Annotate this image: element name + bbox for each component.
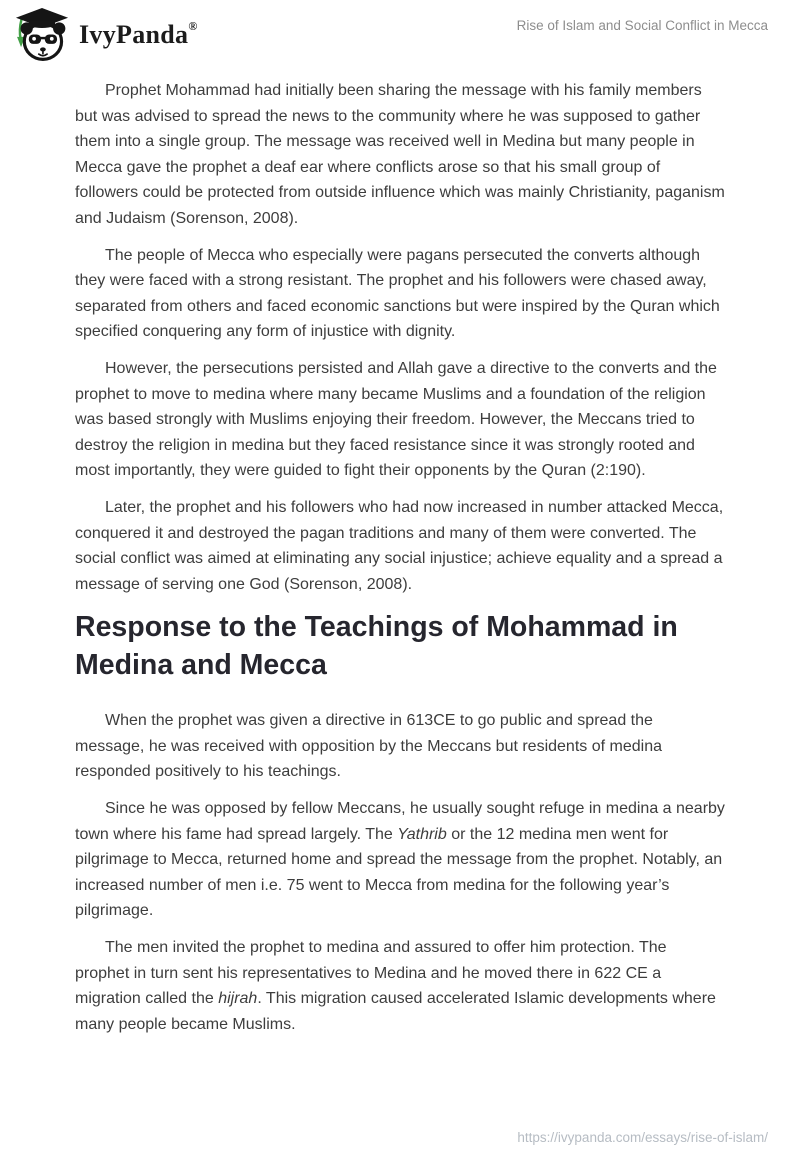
brand-name: IvyPanda — [79, 20, 189, 49]
eye-left — [32, 37, 36, 41]
text-run: Since he was opposed by fellow Meccans, he usually sought refuge in medina a nearby town where his fame had spread largely. The — [75, 800, 725, 843]
paragraph — [75, 78, 725, 232]
source-url-link[interactable]: https://ivypanda.com/essays/rise-of-islam/ — [517, 1130, 768, 1145]
text-run: The men invited the prophet to medina and assured to offer him protection. The prophet in turn sent his representatives to Medina and he moved there in 622 CE a migration called the — [75, 939, 667, 1008]
italic-text-run: hijrah — [218, 990, 258, 1008]
essay-content — [75, 78, 725, 1037]
text-run: When the prophet was given a directive in 613CE to go public and spread the message, he was received with opposition by the Meccans but residents of medina responded positively to his teachings. — [75, 712, 662, 781]
text-run: Later, the prophet and his followers who had now increased in number attacked Mecca, conquered it and destroyed the pagan traditions and many of them were converted. The social conflict was aimed at eliminating any social injustice; achieve equality and a spread a message of serving one God (Sorenson, 2008). — [75, 498, 724, 593]
glasses-bridge — [40, 37, 47, 39]
text-run: Prophet Mohammad had initially been sharing the message with his family members but was advised to spread the news to the community where he was supposed to gather them into a single group. The message was received well in Medina but many people in Mecca gave the prophet a deaf ear where conflicts arose so that his small group of followers could be protected from outside influence which was mainly Christianity, paganism and Judaism (Sorenson, 2008). — [75, 82, 725, 227]
text-run: The people of Mecca who especially were pagans persecuted the converts although they were faced with a strong resistant. The prophet and his followers were chased away, separated from others and faced economic sanctions but were inspired by the Quran which specified conquering any form of injustice with dignity. — [75, 246, 720, 341]
section-heading: Response to the Teachings of Mohammad in Medina and Mecca — [75, 611, 678, 682]
page-footer — [517, 1129, 768, 1147]
paragraph — [75, 495, 725, 597]
paragraph — [75, 796, 725, 924]
registered-mark: ® — [188, 18, 198, 33]
page-header — [0, 0, 800, 66]
paragraph — [75, 243, 725, 345]
paragraph — [75, 708, 725, 785]
brand — [14, 8, 197, 62]
running-head-title: Rise of Islam and Social Conflict in Mecca — [516, 18, 768, 33]
panda-graduate-icon — [14, 8, 70, 62]
eye-right — [50, 37, 54, 41]
text-run: However, the persecutions persisted and Allah gave a directive to the converts and the prophet to move to medina where many became Muslims and a foundation of the religion was based strongly with Muslims enjoying their freedom. However, the Meccans tried to destroy the religion in medina but they faced resistance since it was strongly rooted and most importantly, they were guided to fight their opponents by the Quran (2:190). — [75, 359, 717, 480]
text-run: . This migration caused accelerated Islamic developments where many people became Muslims. — [75, 990, 716, 1033]
cap-base — [29, 20, 55, 28]
italic-text-run: Yathrib — [397, 825, 447, 843]
paragraph — [75, 356, 725, 484]
paragraph — [75, 935, 725, 1037]
text-run: or the 12 medina men went for pilgrimage to Mecca, returned home and spread the message from the prophet. Notably, an increased number of men i.e. 75 went to Mecca from medina for the following year’s pilgrimage. — [75, 825, 723, 920]
